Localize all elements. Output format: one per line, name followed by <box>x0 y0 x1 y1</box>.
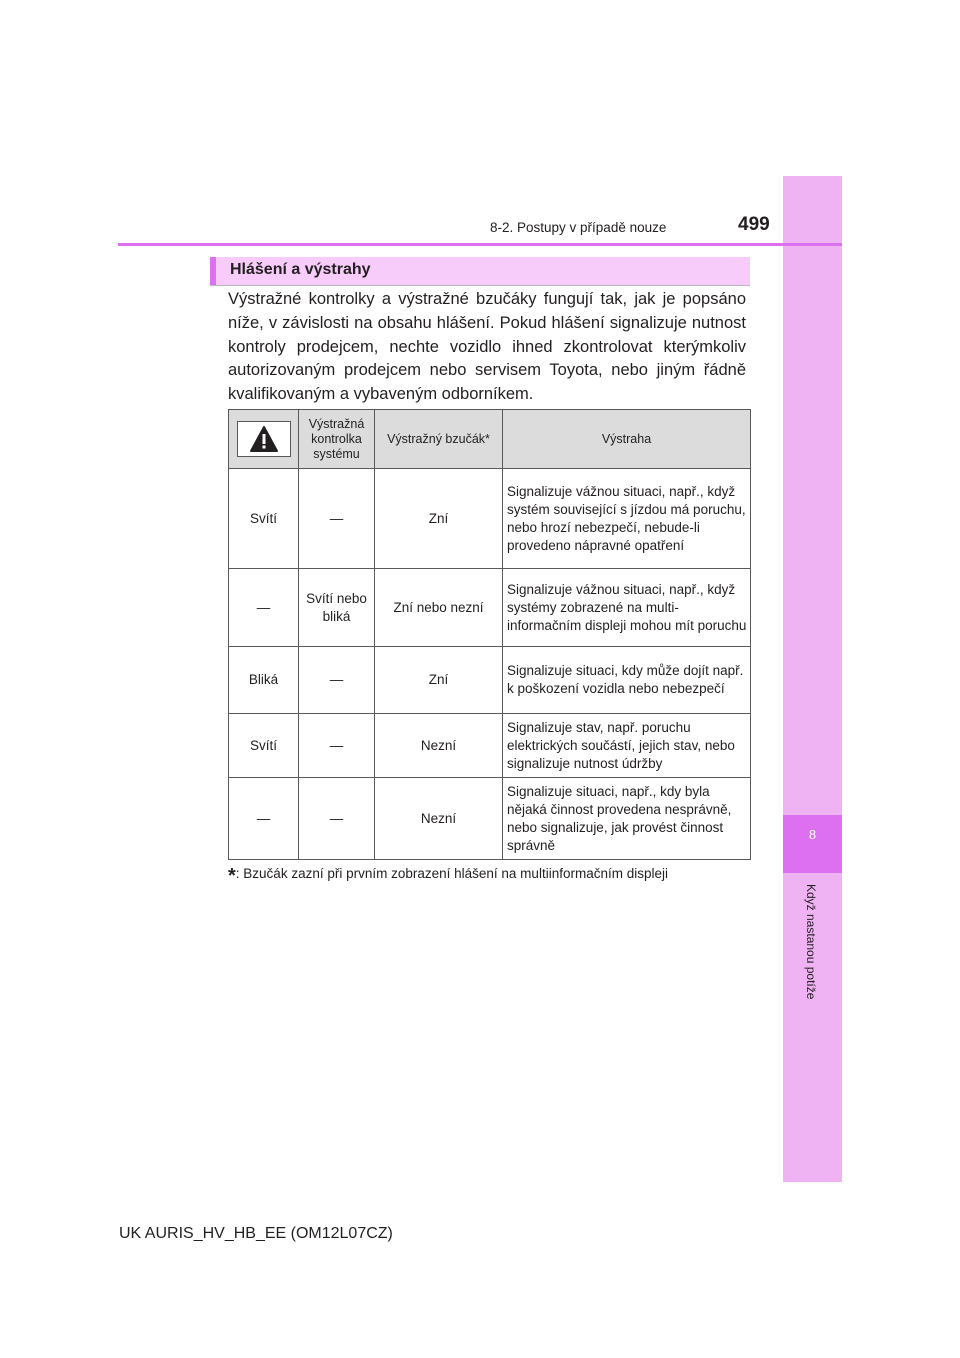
cell-warning: Signalizuje situaci, kdy může dojít např. k poškození vozidla nebo nebezpečí <box>503 647 751 714</box>
footnote-marker: * <box>228 865 236 887</box>
chapter-side-tab <box>783 176 842 1182</box>
cell-warning: Signalizuje stav, např. poruchu elektrických součástí, jejich stav, nebo signalizuje nutnost údržby <box>503 714 751 778</box>
chapter-label: Když nastanou potíže <box>804 884 818 1000</box>
table-row <box>229 647 751 714</box>
header-buzzer: Výstražný bzučák* <box>375 410 503 469</box>
cell-system-light: — <box>299 469 375 569</box>
header-icon-cell <box>229 410 299 469</box>
table-header-row <box>229 410 751 469</box>
intro-paragraph: Výstražné kontrolky a výstražné bzučáky fungují tak, jak je popsáno níže, v závislosti na obsahu hlášení. Pokud hlášení signalizuje nutnost kontroly prodejcem, nechte vozidlo ihned zkontrolovat kterýmkoliv autorizovaným prodejcem nebo servisem Toyota, nebo jiným řádně kvalifikovaným a vybaveným odborníkem. <box>228 290 746 404</box>
header-rule <box>118 243 842 246</box>
chapter-side-tab-active <box>783 815 842 873</box>
table-row <box>229 469 751 569</box>
section-heading-box <box>210 257 750 285</box>
warnings-table <box>228 409 751 860</box>
header-system-light: Výstražná kontrolka systému <box>299 410 375 469</box>
header-warning: Výstraha <box>503 410 751 469</box>
footnote <box>228 864 668 886</box>
cell-warning: Signalizuje vážnou situaci, např., když systémy zobrazené na multiinformačním displeji mohou mít poruchu <box>503 569 751 647</box>
footnote-text: : Bzučák zazní při prvním zobrazení hlášení na multiinformačním displeji <box>235 866 668 881</box>
document-code: UK AURIS_HV_HB_EE (OM12L07CZ) <box>119 1225 393 1242</box>
page-number: 499 <box>738 214 770 235</box>
cell-buzzer: Zní <box>375 647 503 714</box>
table-row <box>229 778 751 860</box>
cell-icon-state: Svítí <box>229 714 299 778</box>
cell-icon-state: — <box>229 778 299 860</box>
cell-system-light: — <box>299 714 375 778</box>
cell-buzzer: Zní <box>375 469 503 569</box>
cell-buzzer: Nezní <box>375 778 503 860</box>
table-row <box>229 569 751 647</box>
cell-icon-state: Svítí <box>229 469 299 569</box>
section-title: Hlášení a výstrahy <box>230 261 371 278</box>
cell-warning: Signalizuje vážnou situaci, např., když systém související s jízdou má poruchu, nebo hrozí nebezpečí, nebude-li provedeno nápravné opatření <box>503 469 751 569</box>
cell-system-light: — <box>299 647 375 714</box>
header-section-path: 8-2. Postupy v případě nouze <box>490 220 667 235</box>
cell-icon-state: — <box>229 569 299 647</box>
cell-buzzer: Zní nebo nezní <box>375 569 503 647</box>
cell-system-light: Svítí nebo bliká <box>299 569 375 647</box>
cell-warning: Signalizuje situaci, např., kdy byla nějaká činnost provedena nesprávně, nebo signalizuje, jak provést činnost správně <box>503 778 751 860</box>
chapter-number: 8 <box>808 827 817 842</box>
cell-icon-state: Bliká <box>229 647 299 714</box>
cell-buzzer: Nezní <box>375 714 503 778</box>
table-row <box>229 714 751 778</box>
section-underline <box>210 285 750 286</box>
warning-triangle-icon <box>237 421 291 457</box>
cell-system-light: — <box>299 778 375 860</box>
